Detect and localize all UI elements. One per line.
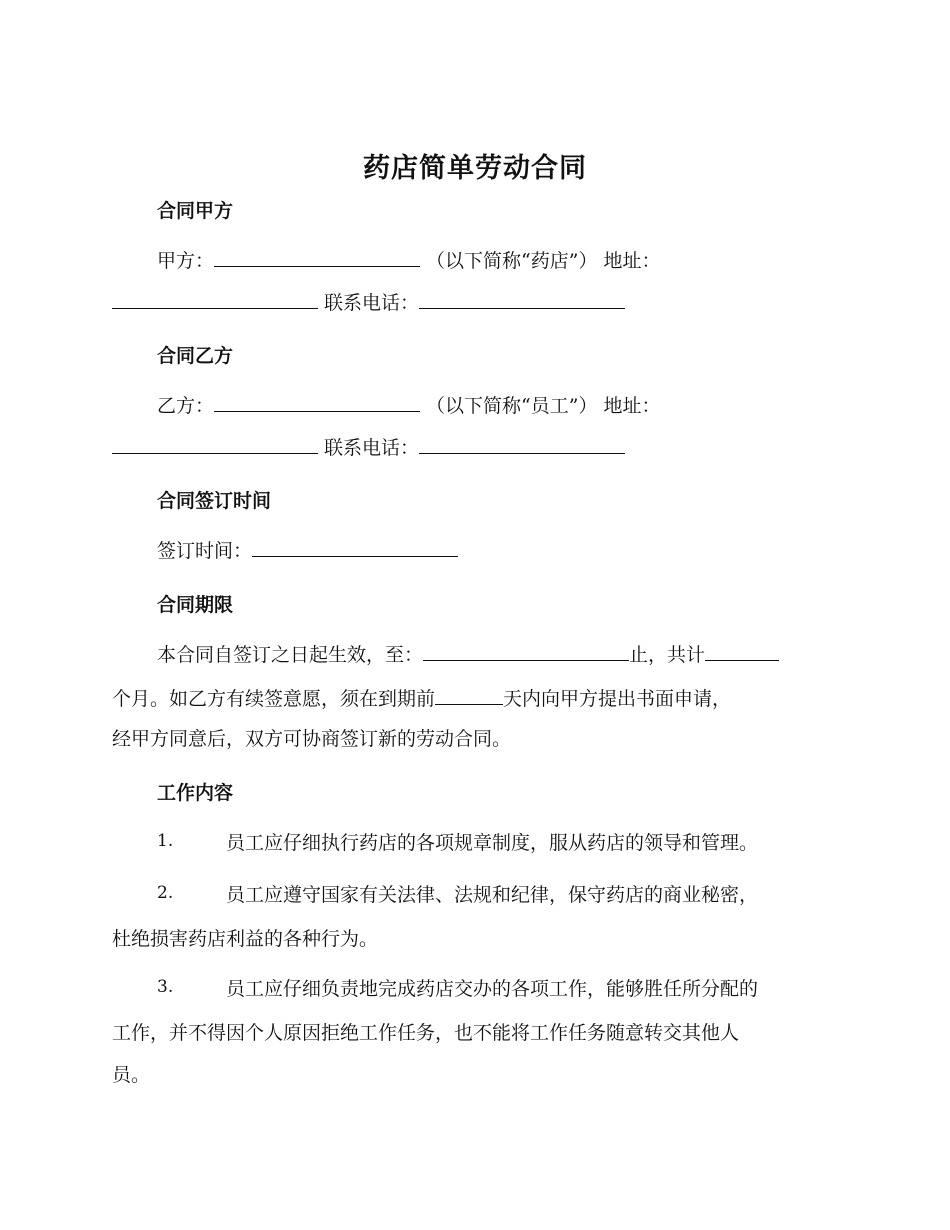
party-b-address-label: 地址： xyxy=(603,395,661,417)
party-a-alias: （以下简称“药店”） xyxy=(426,250,598,272)
party-b-alias: （以下简称“员工”） xyxy=(426,395,598,417)
party-b-line-2 xyxy=(112,433,832,461)
party-b-phone-label: 联系电话： xyxy=(324,437,420,459)
term-text-2b: 天内向甲方提出书面申请， xyxy=(503,688,732,710)
term-line-1 xyxy=(157,640,832,668)
term-line-3: 经甲方同意后，双方可协商签订新的劳动合同。 xyxy=(112,728,512,750)
page-title: 药店简单劳动合同 xyxy=(363,153,587,184)
term-line-2 xyxy=(112,684,832,712)
party-b-phone-blank[interactable] xyxy=(419,433,625,454)
party-a-address-label: 地址： xyxy=(603,250,661,272)
term-end-date-blank[interactable] xyxy=(423,640,629,661)
work-item-3-continuation: 工作，并不得因个人原因拒绝工作任务，也不能将工作任务随意转交其他人 xyxy=(112,1022,740,1044)
signing-date-blank[interactable] xyxy=(252,536,458,557)
work-item-3-text: 员工应仔细负责地完成药店交办的各项工作，能够胜任所分配的 xyxy=(226,978,759,1000)
section-heading-term: 合同期限 xyxy=(157,594,234,616)
work-item-2-text: 员工应遵守国家有关法律、法规和纪律，保守药店的商业秘密， xyxy=(226,884,759,906)
signing-label: 签订时间： xyxy=(157,540,253,562)
work-item-1-text: 员工应仔细执行药店的各项规章制度，服从药店的领导和管理。 xyxy=(226,832,759,854)
work-item-2-number: 2. xyxy=(157,883,174,903)
work-item-3-continuation-2: 员。 xyxy=(112,1064,151,1086)
work-item-2-continuation: 杜绝损害药店利益的各种行为。 xyxy=(112,928,379,950)
party-a-name-blank[interactable] xyxy=(214,246,420,267)
section-heading-work: 工作内容 xyxy=(157,782,234,804)
party-a-phone-label: 联系电话： xyxy=(324,292,420,314)
party-b-address-blank[interactable] xyxy=(112,433,318,454)
party-b-name-blank[interactable] xyxy=(214,391,420,412)
party-a-address-blank[interactable] xyxy=(112,288,318,309)
term-days-blank[interactable] xyxy=(435,684,503,705)
term-text-1b: 止，共计 xyxy=(629,644,706,666)
party-a-line-2 xyxy=(112,288,832,316)
party-b-label: 乙方： xyxy=(157,395,215,417)
section-heading-party-a: 合同甲方 xyxy=(157,200,234,222)
party-a-label: 甲方： xyxy=(157,250,215,272)
section-heading-party-b: 合同乙方 xyxy=(157,345,234,367)
work-item-3-number: 3. xyxy=(157,977,174,997)
work-item-1-number: 1. xyxy=(157,831,174,851)
term-months-blank[interactable] xyxy=(705,640,779,661)
term-text-2a: 个月。如乙方有续签意愿，须在到期前 xyxy=(112,688,436,710)
section-heading-signing: 合同签订时间 xyxy=(157,490,272,512)
party-a-line xyxy=(157,246,832,274)
signing-line xyxy=(157,536,832,564)
party-a-phone-blank[interactable] xyxy=(419,288,625,309)
party-b-line xyxy=(157,391,832,419)
term-text-1a: 本合同自签订之日起生效，至： xyxy=(157,644,424,666)
